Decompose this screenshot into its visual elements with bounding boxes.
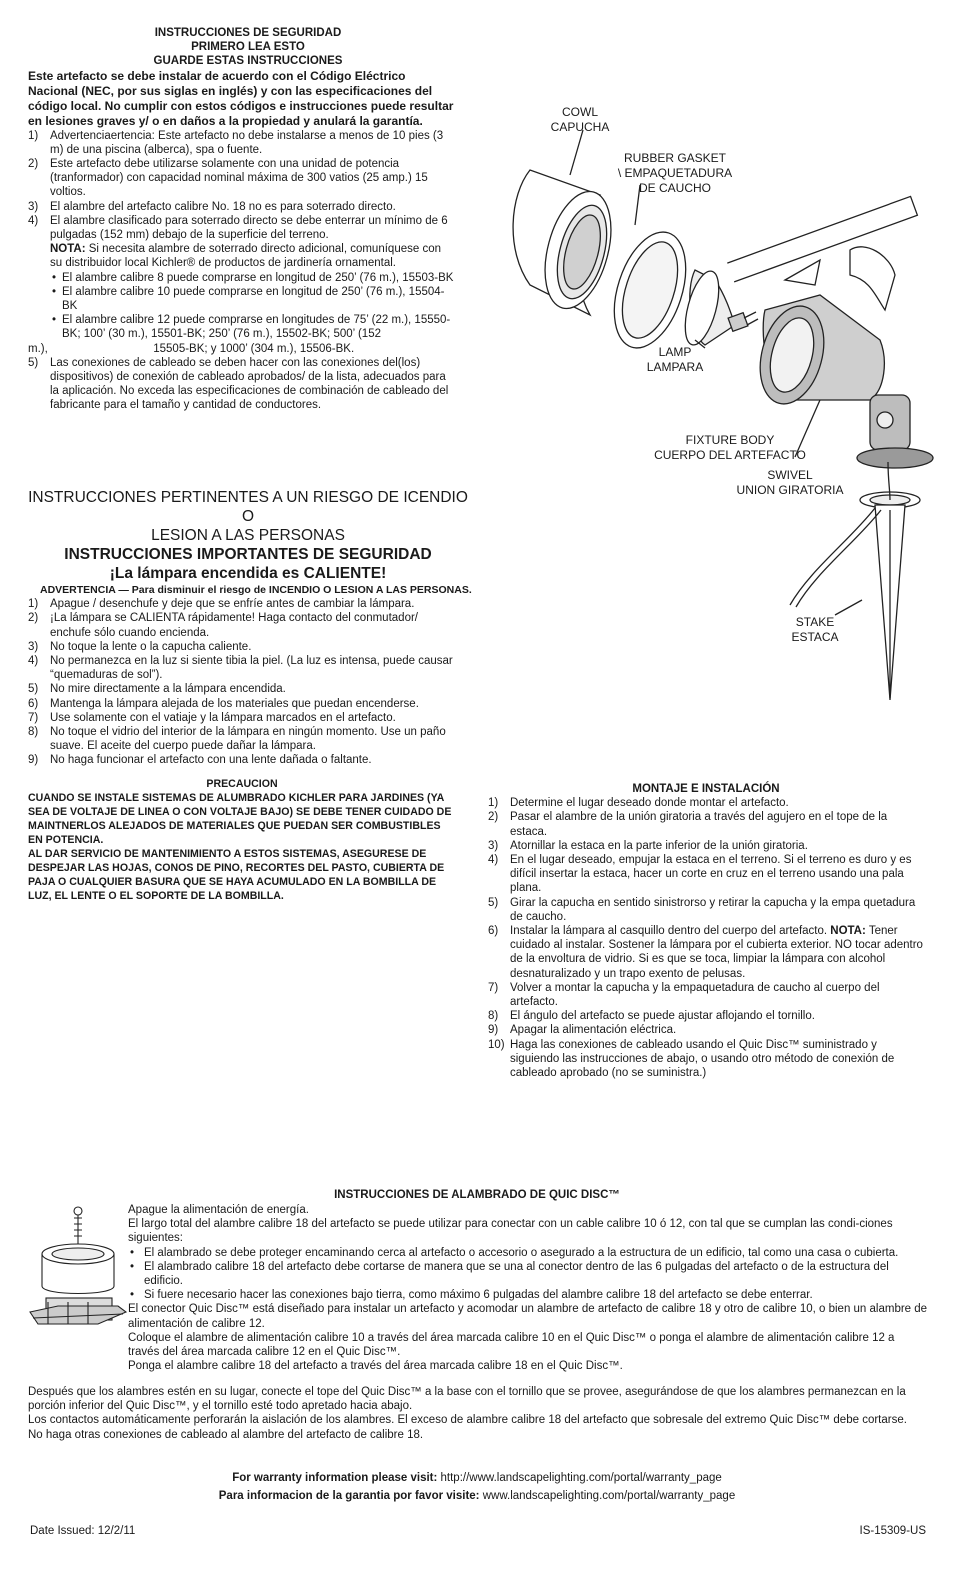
fire-title-4: ¡La lámpara encendida es CALIENTE!	[109, 565, 387, 582]
list-item: 5) No mire directamente a la lámpara encendida.	[28, 683, 286, 696]
list-item: 5) Las conexiones de cableado se deben hacer con las conexiones del(los) dispositivos) de conexión de cableado aprobados/ de la lista, adecuados para la aplicación. No exceda las especificaciones de combinación de cableado del fabricante para el tamaño y cantidad de conductores.	[28, 356, 449, 412]
fixture-body-label: FIXTURE BODY CUERPO DEL ARTEFACTO	[654, 433, 806, 462]
fire-section	[28, 488, 472, 768]
nota-label: NOTA:	[50, 243, 86, 256]
mount-list	[488, 796, 924, 1080]
list-item: • El alambre calibre 8 puede comprarse en longitud de 250’ (76 m.), 15503-BK	[50, 271, 456, 285]
mount-title: MONTAJE E INSTALACIÓN	[632, 783, 780, 795]
warranty-es	[0, 1489, 954, 1503]
safety-section	[28, 26, 456, 413]
list-item: • El alambre calibre 10 puede comprarse en longitud de 250’ (76 m.), 15504-BK	[50, 285, 456, 313]
nota-text: Si necesita alambre de soterrado directo adicional, comuníquese con su distribuidor local Kichler® de productos de jardinería ornamental.	[50, 243, 441, 270]
warranty-es-link[interactable]: www.landscapelighting.com/portal/warranty_page	[482, 1490, 736, 1502]
list-item: 9) No haga funcionar el artefacto con una lente dañada o faltante.	[28, 754, 372, 767]
bullet-tail: m.), 15505-BK; y 1000’ (304 m.), 15506-BK.	[28, 342, 355, 355]
list-item: 1) Advertenciaertencia: Este artefacto no debe instalarse a menos de 10 pies (3 m) de una piscina (alberca), spa o fuente.	[28, 129, 444, 156]
list-item: • El alambrado calibre 18 del artefacto debe cortarse de manera que se una al conector dentro de las 6 pulgadas del artefacto o de la estructura del edificio.	[128, 1260, 928, 1288]
quic-title: INSTRUCCIONES DE ALAMBRADO DE QUIC DISC™	[334, 1189, 620, 1201]
wire-bullets	[50, 271, 456, 342]
precaution-section	[28, 777, 456, 903]
quic-body-full	[28, 1385, 928, 1442]
fire-title-1: INSTRUCCIONES PERTINENTES A UN RIESGO DE ICENDIO O	[28, 489, 468, 525]
quic-p2: El largo total del alambre calibre 18 del artefacto se puede utilizar para conectar con un cable calibre 10 ó 12, con tal que se cumplan las condi-ciones siguientes:	[128, 1218, 893, 1245]
quic-p1: Apague la alimentación de energía.	[128, 1204, 309, 1216]
list-item: 2) Este artefacto debe utilizarse solamente con una unidad de potencia (tranformador) con capacidad nominal máxima de 300 vatios (25 amp.) 15 voltios.	[28, 158, 428, 199]
fire-title-3: INSTRUCCIONES IMPORTANTES DE SEGURIDAD	[64, 546, 432, 563]
warranty-en-link[interactable]: http://www.landscapelighting.com/portal/warranty_page	[440, 1472, 722, 1484]
safety-heading-2: PRIMERO LEA ESTO	[191, 41, 305, 54]
warranty-en-label: For warranty information please visit:	[232, 1472, 441, 1484]
list-item: 4) El alambre clasificado para soterrado directo se debe enterrar un mínimo de 6 pulgadas (152 mm) debajo de la superficie del terreno. NOTA: Si necesita alambre de soterrado directo adicional, comuníquese con su distribuidor local Kichler® de productos de jardinería ornamental. • El alambre calibre 8 puede comprarse en longitud de 250’ (76 m.), 15503-BK • El alambre calibre 10 puede comprarse en longitud de 250’ (76 m.), 15504-BK • El alambre calibre 12 puede comprarse en longitudes de 75’ (22 m.), 15550-BK; 100’ (30 m.), 15501-BK; 250’ (76 m.), 15502-BK; 500’ (152	[28, 214, 456, 342]
safety-heading-3: GUARDE ESTAS INSTRUCCIONES	[153, 55, 343, 68]
warranty-es-label: Para informacion de la garantia por favor visite:	[218, 1490, 483, 1502]
fire-list	[28, 597, 456, 767]
list-item: 7) Volver a montar la capucha y la empaquetadura de caucho al cuerpo del artefacto.	[488, 981, 880, 1009]
quic-p3: El conector Quic Disc™ está diseñado para instalar un artefacto y acomodar un alambre de artefacto de calibre 18 y otro de calibre 10, o bien un alambre de alimentación de calibre 12.	[128, 1303, 928, 1330]
list-item: 8) No toque el vidrio del interior de la lámpara en ningún momento. Use un paño suave. El aceite del cuerpo puede dañar la lámpara.	[28, 726, 446, 753]
gasket-label: RUBBER GASKET \ EMPAQUETADURA DE CAUCHO	[617, 151, 733, 195]
list-item: 2) ¡La lámpara se CALIENTA rápidamente! Haga contacto del conmutador/ enchufe sólo cuando encienda.	[28, 612, 418, 639]
precaution-text-1: CUANDO SE INSTALE SISTEMAS DE ALUMBRADO KICHLER PARA JARDINES (YA SEA DE VOLTAJE DE LINEA O CON VOLTAJE BAJO) SE DEBE TENER CUIDADO DE MAINTNERLOS ALEJADOS DE MATERIALES QUE PUEDAN SER COMBUSTIBLES EN POTENCIA.	[28, 792, 452, 846]
quic-body	[128, 1203, 928, 1373]
document-code: IS-15309-US	[859, 1525, 926, 1537]
list-item: 1) Determine el lugar deseado donde montar el artefacto.	[488, 797, 789, 810]
list-item: • El alambrado se debe proteger encaminando cerca al artefacto o accesorio o asegurado a la estructura de un edificio, tal como una casa o cubierta.	[128, 1246, 928, 1260]
fixture-diagram	[490, 100, 940, 720]
quic-p7: Los contactos automáticamente perforarán la aislación de los alambres. El exceso de alambre calibre 18 del artefacto que sobresale del extremo Quic Disc™ debe cortarse.	[28, 1414, 907, 1427]
fire-warning: ADVERTENCIA — Para disminuir el riesgo de INCENDIO O LESION A LAS PERSONAS.	[40, 584, 472, 596]
lamp-label: LAMP LAMPARA	[646, 345, 704, 374]
cowl-label: COWL CAPUCHA	[550, 105, 610, 134]
list-item: 1) Apague / desenchufe y deje que se enfríe antes de cambiar la lámpara.	[28, 598, 415, 611]
safety-heading-1: INSTRUCCIONES DE SEGURIDAD	[154, 27, 342, 39]
fire-title-2: LESION A LAS PERSONAS	[151, 527, 345, 544]
list-item: 8) El ángulo del artefacto se puede ajustar aflojando el tornillo.	[488, 1010, 815, 1023]
list-item: • Si fuere necesario hacer las conexiones bajo tierra, como máximo 6 pulgadas del alambre calibre 18 del artefacto se debe enterrar.	[128, 1288, 928, 1302]
list-item: 4) En el lugar deseado, empujar la estaca en el terreno. Si el terreno es duro y es difícil insertar la estaca, hacer un corte en cruz en el terreno usando una pala plana.	[488, 854, 912, 895]
list-item: 10) Haga las conexiones de cableado usando el Quic Disc™ suministrado y siguiendo las instrucciones de abajo, o usando otro método de conexión de cableado aprobado (no se suministra.)	[488, 1038, 895, 1080]
list-item: 2) Pasar el alambre de la unión giratoria a través del agujero en el tope de la estaca.	[488, 811, 888, 838]
list-item: 4) No permanezca en la luz si siente tibia la piel. (La luz es intensa, puede causar “quemaduras de sol”).	[28, 655, 453, 682]
list-item: 7) Use solamente con el vatiaje y la lámpara marcados en el artefacto.	[28, 711, 396, 724]
quic-disc-illustration	[28, 1206, 128, 1346]
quic-p4: Coloque el alambre de alimentación calibre 10 a través del área marcada calibre 10 en el Quic Disc™ o ponga el alambre de alimentación calibre 12 a través del área marcada calibre 12 en el Quic Disc™.	[128, 1331, 895, 1359]
warranty-en	[0, 1471, 954, 1485]
list-item: 6) Instalar la lámpara al casquillo dentro del cuerpo del artefacto. NOTA: Tener cuidado al instalar. Sostener la lámpara por el cubierta exterior. NO tocar adentro de la envoltura de vidrio. Si es que se toca, limpiar la lámpara con alcohol desnaturalizado y un trapo exento de pelusas.	[488, 925, 923, 980]
quic-p5: Ponga el alambre calibre 18 del artefacto a través del área marcada calibre 18 en el Quic Disc™.	[128, 1360, 623, 1373]
safety-intro: Este artefacto se debe instalar de acuerdo con el Código Eléctrico Nacional (NEC, por sus siglas en inglés) y con las especificaciones del código local. No cumplir con estos códigos e instrucciones puede resultar en lesiones graves y/ o en daños a la propiedad y anulará la garantía.	[28, 68, 454, 128]
list-item: 3) El alambre del artefacto calibre No. 18 no es para soterrado directo.	[28, 200, 396, 213]
safety-list	[28, 129, 456, 342]
date-issued: Date Issued: 12/2/11	[30, 1525, 136, 1537]
swivel-label: SWIVEL UNION GIRATORIA	[736, 468, 844, 497]
stake-label: STAKE ESTACA	[791, 615, 839, 644]
quic-p6: Después que los alambres estén en su lugar, conecte el tope del Quic Disc™ a la base con el tornillo que se provee, asegurándose de que los alambres permanezcan en la porción inferior del Quic Disc™, y el tornillo esté todo apretado hacia abajo.	[28, 1386, 906, 1413]
list-item: 3) Atornillar la estaca en la parte inferior de la unión giratoria.	[488, 839, 808, 852]
quic-bullets	[128, 1246, 928, 1303]
list-item: 9) Apagar la alimentación eléctrica.	[488, 1024, 677, 1037]
list-item: 3) No toque la lente o la capucha caliente.	[28, 640, 252, 653]
list-item: 6) Mantenga la lámpara alejada de los materiales que puedan encenderse.	[28, 697, 419, 710]
mount-section	[488, 782, 924, 1080]
quic-disc-icon	[28, 1206, 128, 1346]
list-item: • El alambre calibre 12 puede comprarse en longitudes de 75’ (22 m.), 15550-BK; 100’ (30 m.), 15501-BK; 250’ (76 m.), 15502-BK; 500’ (152	[50, 313, 456, 341]
list-item: 5) Girar la capucha en sentido sinistrorso y retirar la capucha y la empa quetadura de caucho.	[488, 896, 916, 923]
precaution-text-2: AL DAR SERVICIO DE MANTENIMIENTO A ESTOS SISTEMAS, ASEGURESE DE DESPEJAR LAS HOJAS, CONOS DE PINO, RECORTES DEL PASTO, CUBIERTA DE PAJA O CUALQUIER BASURA QUE SE HAYA ACUMULADO EN LA BOMBILLA DE LUZ, EL LENTE O EL SOPORTE DE LA BOMBILLA.	[28, 848, 445, 902]
quic-p8: No haga otras conexiones de cableado al alambre del artefacto de calibre 18.	[28, 1428, 424, 1441]
precaution-title: PRECAUCION	[206, 778, 278, 790]
